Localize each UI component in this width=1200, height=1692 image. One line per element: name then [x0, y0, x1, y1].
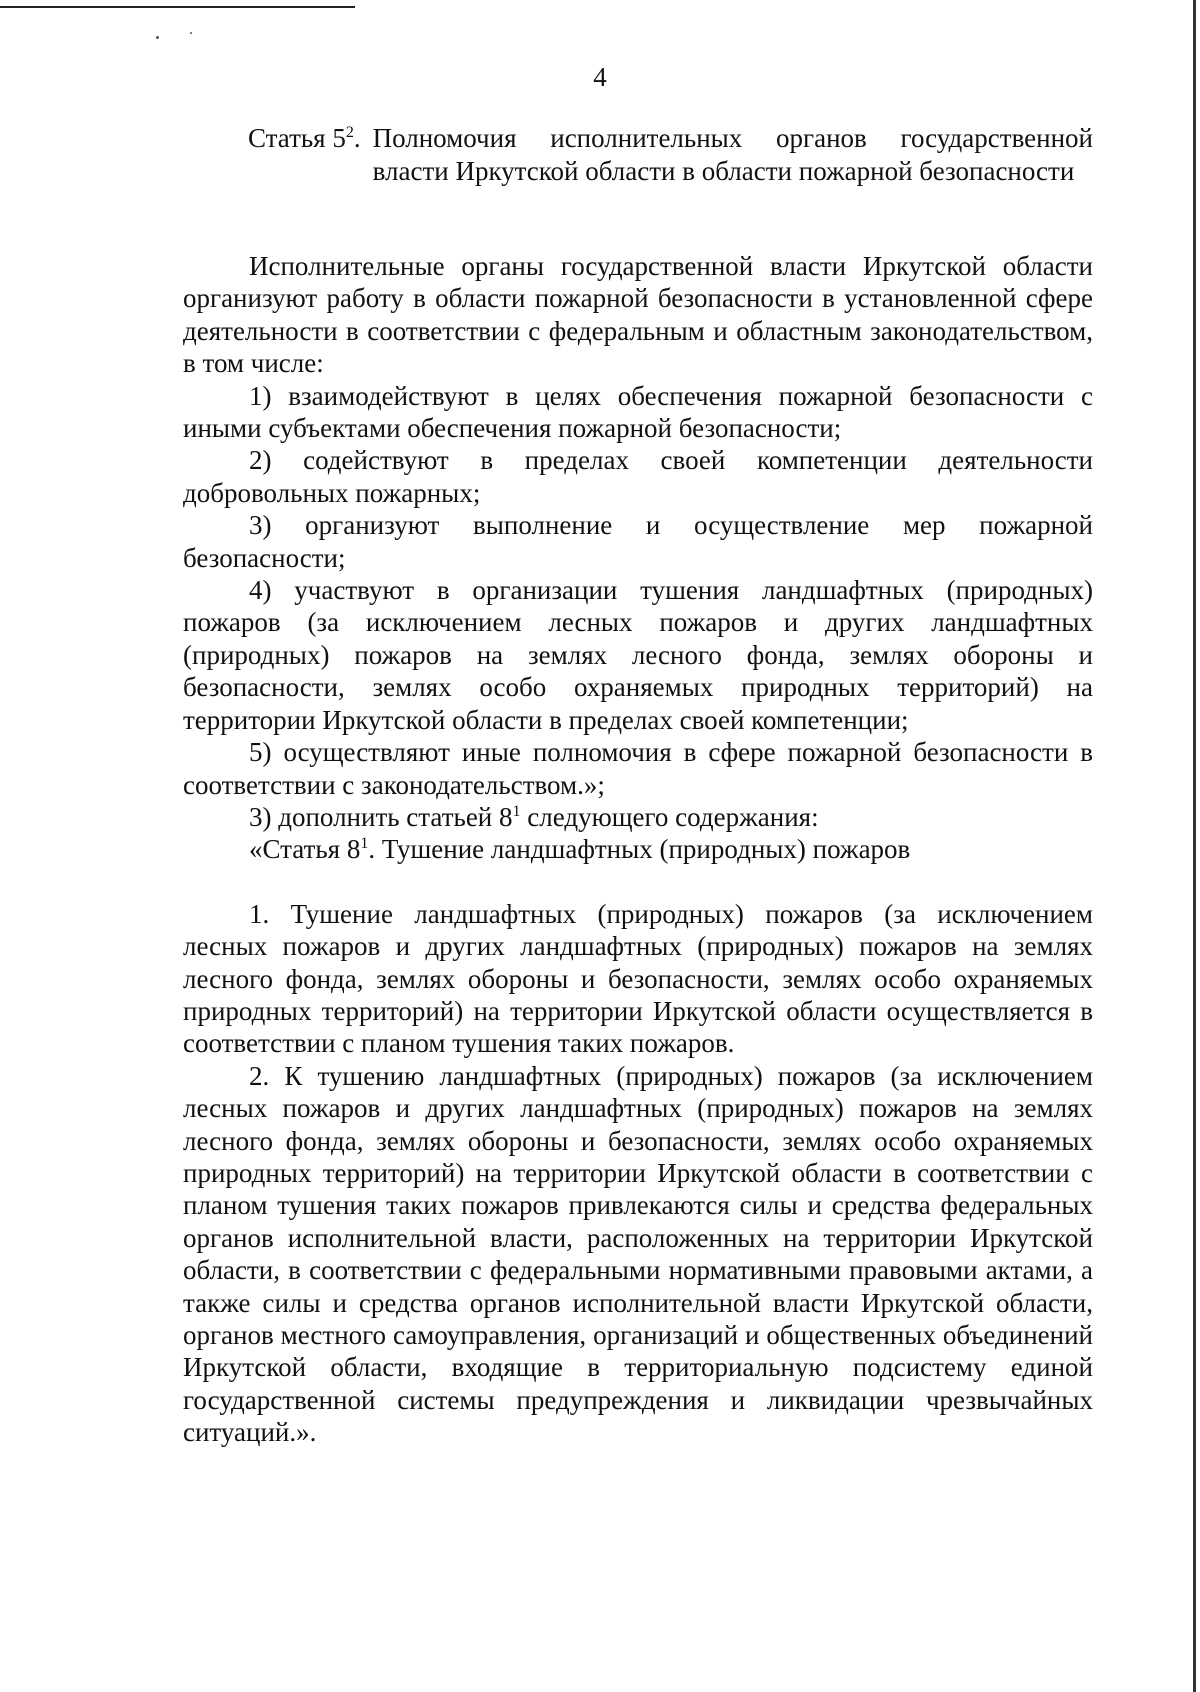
article-8-label: «Статья 8: [249, 834, 361, 865]
section-paragraph: 1. Тушение ландшафтных (природных) пожаров (за исключением лесных пожаров и других ландшафтных (природных) пожаров на землях лесного фонда, землях обороны и безопасности, землях особо охраняемых природных территорий) на территории Иркутской области осуществляется в соответствии с планом тушения таких пожаров.: [183, 898, 1093, 1059]
amendment-item: [183, 801, 1093, 833]
article-label-text: Статья 5: [248, 123, 346, 153]
article-label-superscript: 2: [345, 124, 354, 141]
list-item: 3) организуют выполнение и осуществление мер пожарной безопасности;: [183, 510, 1093, 573]
article-8-superscript: 1: [360, 835, 369, 853]
scan-speck: [190, 32, 192, 34]
article-label-dot: .: [353, 123, 361, 153]
document-body: [183, 250, 1093, 1449]
section-paragraph: 2. К тушению ландшафтных (природных) пожаров (за исключением лесных пожаров и других ландшафтных (природных) пожаров на землях лесного фонда, землях обороны и безопасности, землях особо охраняемых природных территорий) на территории Иркутской области в соответствии с планом тушения таких пожаров привлекаются силы и средства федеральных органов исполнительной власти, расположенных на территории Иркутской области, в соответствии с федеральными нормативными правовыми актами, а также силы и средства органов исполнительной власти Иркутской области, органов местного самоуправления, организаций и общественных объединений Иркутской области, входящие в территориальную подсистему единой государственной системы предупреждения и ликвидации чрезвычайных ситуаций.».: [183, 1060, 1093, 1448]
article-label: [248, 122, 373, 188]
article-title: Полномочия исполнительных органов государственной власти Иркутской области в области пожарной безопасности: [372, 123, 1093, 186]
article-heading: [248, 122, 1093, 188]
spacer: [183, 866, 1093, 898]
page-number: 4: [593, 62, 607, 92]
scan-speck: [156, 36, 159, 39]
list-item: 5) осуществляют иные полномочия в сфере пожарной безопасности в соответствии с законодательством.»;: [183, 737, 1093, 800]
amendment-text: 3) дополнить статьей 8: [249, 801, 513, 832]
scan-edge-right: [1193, 0, 1196, 1692]
article-8-title: . Тушение ландшафтных (природных) пожаров: [368, 834, 911, 865]
amendment-text-end: следующего содержания:: [520, 801, 819, 832]
intro-paragraph: Исполнительные органы государственной власти Иркутской области организуют работу в области пожарной безопасности в установленной сфере деятельности в соответствии с федеральным и областным законодательством, в том числе:: [183, 251, 1093, 379]
article-8-heading: [183, 833, 1093, 865]
list-item: 1) взаимодействуют в целях обеспечения пожарной безопасности с иными субъектами обеспечения пожарной безопасности;: [183, 380, 1093, 444]
list-item: 4) участвуют в организации тушения ландшафтных (природных) пожаров (за исключением лесных пожаров и других ландшафтных (природных) пожаров на землях лесного фонда, землях обороны и безопасности, землях особо охраняемых природных территорий) на территории Иркутской области в пределах своей компетенции;: [183, 575, 1093, 735]
list-item: 2) содействуют в пределах своей компетенции деятельности добровольных пожарных;: [183, 445, 1093, 508]
amendment-superscript: 1: [512, 802, 521, 820]
scan-edge-top: [0, 6, 355, 8]
